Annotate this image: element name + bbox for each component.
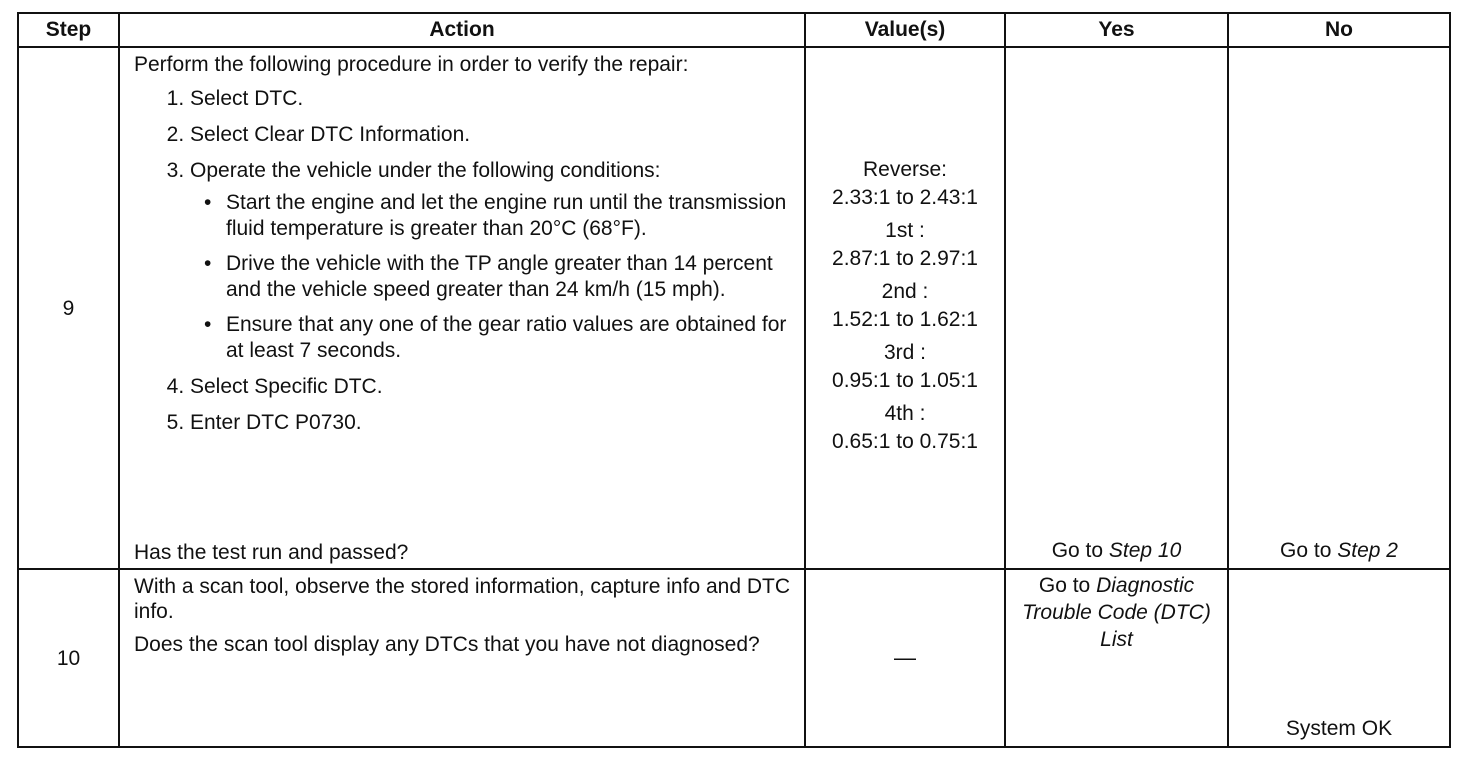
diagnostic-table bbox=[17, 12, 1451, 748]
header-step: Step bbox=[18, 13, 119, 47]
go-to-step-2-link[interactable]: Step 2 bbox=[1337, 539, 1398, 562]
gear-label: 3rd : bbox=[883, 340, 927, 364]
condition-item: • Ensure that any one of the gear ratio values are obtained for at least 7 seconds. bbox=[226, 312, 796, 364]
header-action: Action bbox=[119, 13, 805, 47]
action-question: Does the scan tool display any DTCs that you have not diagnosed? bbox=[134, 633, 760, 656]
step-number: 9 bbox=[18, 47, 119, 569]
action-cell bbox=[119, 47, 805, 569]
header-row bbox=[18, 13, 1450, 47]
step-number: 10 bbox=[18, 569, 119, 747]
procedure-step: 1. Select DTC. bbox=[190, 85, 796, 112]
system-ok-text: System OK bbox=[1285, 717, 1393, 740]
procedure-step: 4. Select Specific DTC. bbox=[190, 373, 796, 400]
gear-range: 0.95:1 to 1.05:1 bbox=[832, 368, 978, 392]
yes-cell bbox=[1005, 569, 1228, 747]
gear-label: Reverse: bbox=[862, 157, 948, 181]
action-instruction: With a scan tool, observe the stored information, capture info and DTC info. bbox=[134, 575, 790, 623]
value-dash: — bbox=[894, 645, 916, 670]
gear-label: 2nd : bbox=[881, 279, 929, 303]
go-to-step-10-link[interactable]: Step 10 bbox=[1108, 539, 1182, 562]
gear-ratio-4th bbox=[812, 400, 998, 456]
values-cell bbox=[805, 47, 1005, 569]
dtc-list-link[interactable]: Diagnostic Trouble Code (DTC) List bbox=[1022, 574, 1211, 651]
condition-item: • Drive the vehicle with the TP angle greater than 14 percent and the vehicle speed greater than 24 km/h (15 mph). bbox=[226, 251, 796, 303]
no-cell bbox=[1228, 47, 1450, 569]
gear-ratio-2nd bbox=[812, 278, 998, 334]
procedure-step-text: Operate the vehicle under the following conditions: bbox=[190, 159, 661, 182]
header-no: No bbox=[1228, 13, 1450, 47]
yes-prefix: Go to bbox=[1051, 539, 1109, 562]
no-prefix: Go to bbox=[1280, 539, 1338, 562]
procedure-step bbox=[190, 157, 796, 364]
header-values: Value(s) bbox=[805, 13, 1005, 47]
yes-prefix: Go to bbox=[1038, 574, 1097, 597]
procedure-list bbox=[134, 85, 796, 436]
action-cell bbox=[119, 569, 805, 747]
gear-ratio-1st bbox=[812, 217, 998, 273]
action-question: Has the test run and passed? bbox=[134, 541, 409, 564]
condition-item: • Start the engine and let the engine run until the transmission fluid temperature is greater than 20°C (68°F). bbox=[226, 190, 796, 242]
values-cell bbox=[805, 569, 1005, 747]
action-intro: Perform the following procedure in order to verify the repair: bbox=[134, 53, 689, 76]
condition-list bbox=[190, 190, 796, 364]
gear-label: 4th : bbox=[884, 401, 926, 425]
procedure-step: 5. Enter DTC P0730. bbox=[190, 409, 796, 436]
header-yes: Yes bbox=[1005, 13, 1228, 47]
gear-ratio-reverse bbox=[812, 156, 998, 212]
no-cell bbox=[1228, 569, 1450, 747]
gear-range: 2.87:1 to 2.97:1 bbox=[832, 246, 978, 270]
gear-ratio-3rd bbox=[812, 339, 998, 395]
table-row-step-9 bbox=[18, 47, 1450, 569]
table-row-step-10 bbox=[18, 569, 1450, 747]
gear-label: 1st : bbox=[885, 218, 925, 242]
procedure-step: 2. Select Clear DTC Information. bbox=[190, 121, 796, 148]
gear-range: 2.33:1 to 2.43:1 bbox=[832, 185, 978, 209]
gear-range: 1.52:1 to 1.62:1 bbox=[832, 307, 978, 331]
yes-cell bbox=[1005, 47, 1228, 569]
gear-range: 0.65:1 to 0.75:1 bbox=[832, 429, 978, 453]
